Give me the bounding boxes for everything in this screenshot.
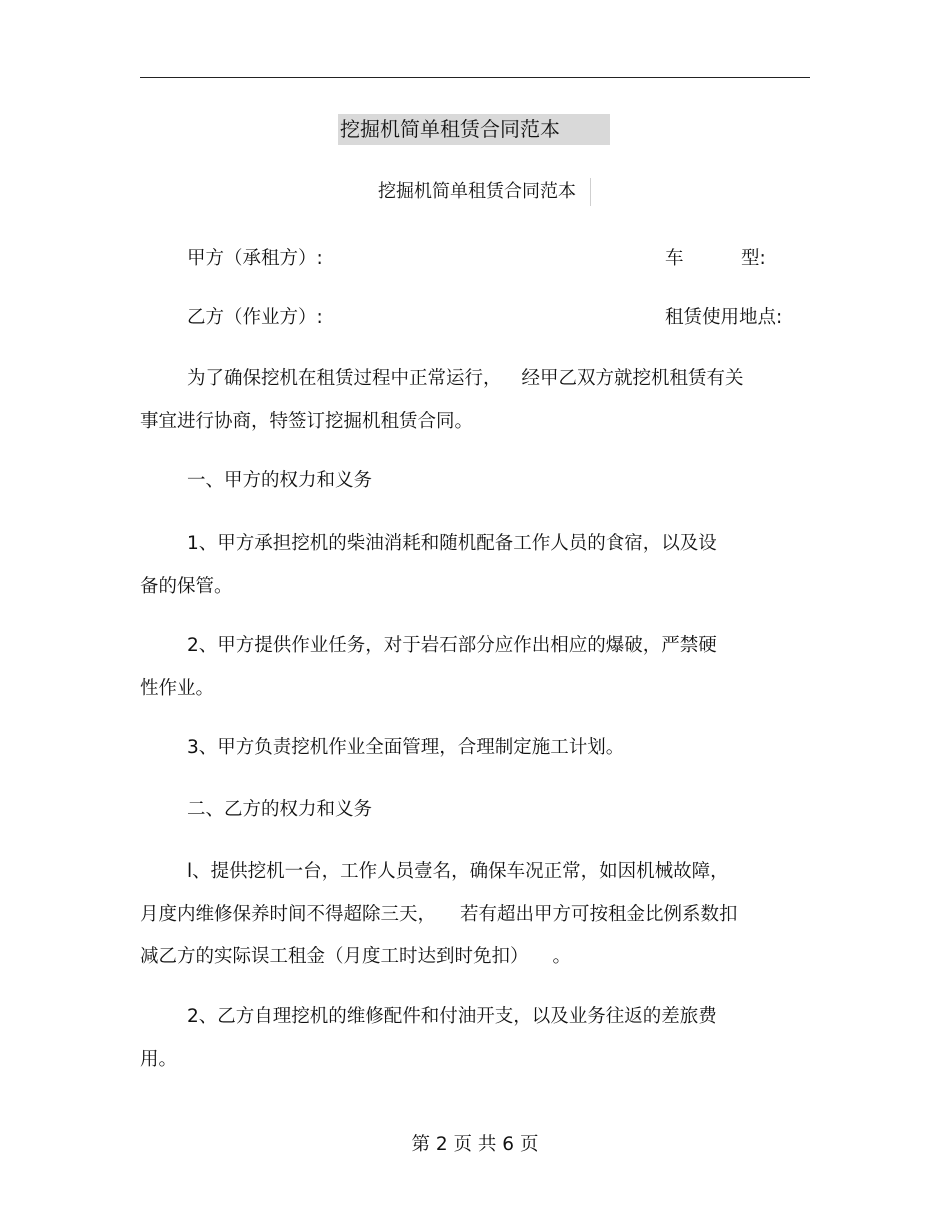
header-title: 挖掘机简单租赁合同范本	[338, 114, 610, 145]
section-2-item-1-line-2: 月度内维修保养时间不得超除三天， 若有超出甲方可按租金比例系数扣	[140, 903, 738, 925]
section-2-item-1: l、提供挖机一台，工作人员壹名，确保车况正常，如因机械故障， 月度内维修保养时间不得超除三天， 若有超出甲方可按租金比例系数扣 减乙方的实际误工租金（月度工时达到时免扣） 。	[140, 851, 800, 979]
party-b-label: 乙方（作业方）:	[187, 307, 323, 328]
section-2-item-2: 2、乙方自理挖机的维修配件和付油开支，以及业务往返的差旅费 用。	[140, 1006, 717, 1070]
section-2-item-1-line-3: 减乙方的实际误工租金（月度工时达到时免扣） 。	[140, 946, 572, 967]
section-2-heading: 二、乙方的权力和义务	[187, 799, 373, 820]
intro-paragraph	[140, 358, 800, 443]
section-1-item-2: 2、甲方提供作业任务，对于岩石部分应作出相应的爆破，严禁硬 性作业。	[140, 635, 717, 699]
vehicle-type-label-part1: 车	[665, 248, 684, 269]
page-number: 第 2 页 共 6 页	[411, 1134, 539, 1155]
intro-line-1: 为了确保挖机在租赁过程中正常运行， 经甲乙双方就挖机租赁有关	[187, 368, 744, 389]
section-1-item-3: 3、甲方负责挖机作业全面管理，合理制定施工计划。	[187, 737, 625, 758]
party-a-label: 甲方（承租方）:	[187, 248, 323, 269]
section-1-item-1: 1、甲方承担挖机的柴油消耗和随机配备工作人员的食宿，以及设 备的保管。	[140, 533, 717, 597]
section-1-heading: 一、甲方的权力和义务	[187, 470, 373, 491]
vehicle-type-label-part2: 型:	[741, 248, 766, 269]
header-rule	[140, 77, 810, 78]
location-label: 租赁使用地点:	[665, 307, 783, 328]
document-title: 挖掘机简单租赁合同范本	[378, 178, 591, 206]
intro-line-2: 事宜进行协商，特签订挖掘机租赁合同。	[140, 410, 474, 432]
